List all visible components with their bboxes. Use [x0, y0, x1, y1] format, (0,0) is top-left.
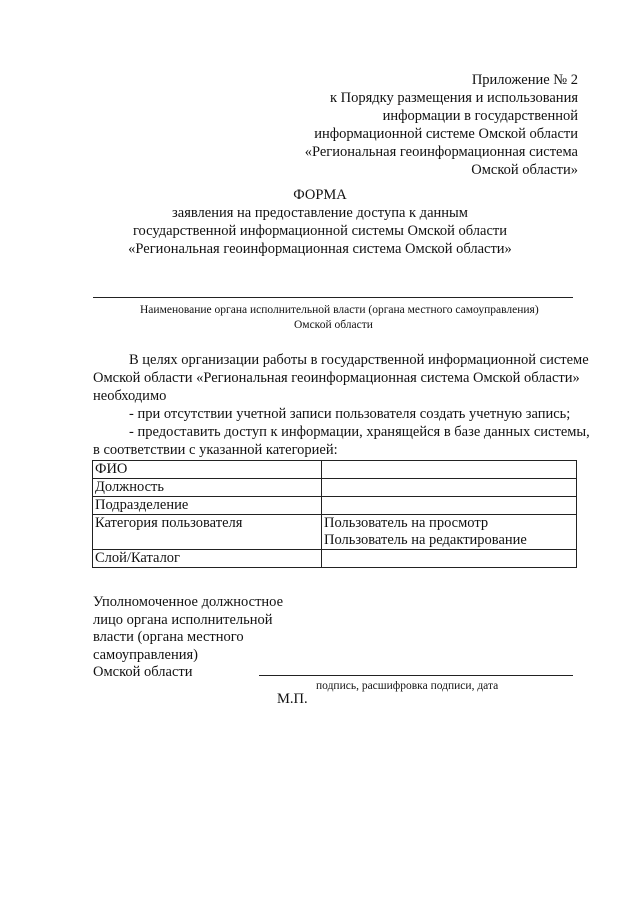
signer-line: лицо органа исполнительной	[93, 611, 273, 628]
department-label: Подразделение	[93, 497, 322, 515]
user-form-table	[92, 460, 577, 568]
table-row	[93, 515, 577, 550]
table-row	[93, 550, 577, 568]
form-subtitle-line: заявления на предоставление доступа к данным	[172, 205, 468, 221]
layer-catalog-value-field[interactable]	[322, 550, 577, 568]
signer-line: самоуправления)	[93, 646, 198, 663]
body-paragraph-line: В целях организации работы в государственной информационной системе	[129, 352, 589, 368]
table-row	[93, 479, 577, 497]
layer-catalog-label: Слой/Каталог	[93, 550, 322, 568]
appendix-line: к Порядку размещения и использования	[329, 90, 578, 106]
body-item-grant-access-cont: в соответствии с указанной категорией:	[93, 442, 338, 458]
body-item-grant-access: - предоставить доступ к информации, хранящейся в базе данных системы,	[129, 424, 590, 440]
signer-block	[93, 594, 283, 682]
request-body	[93, 351, 590, 459]
user-category-label: Категория пользователя	[93, 515, 322, 550]
appendix-line: Омской области»	[471, 162, 578, 178]
form-subtitle-line: «Региональная геоинформационная система Омской области»	[128, 241, 512, 257]
appendix-line: «Региональная геоинформационная система	[304, 144, 578, 160]
authority-caption-1: Наименование органа исполнительной власти (органа местного самоуправления)	[140, 304, 539, 316]
appendix-line: информационной системе Омской области	[314, 126, 578, 142]
authority-caption-2: Омской области	[294, 319, 373, 331]
signer-line: Уполномоченное должностное	[93, 594, 284, 610]
department-value-field[interactable]	[322, 497, 577, 515]
category-option-view[interactable]: Пользователь на просмотр	[324, 515, 489, 531]
form-title	[0, 186, 640, 258]
body-paragraph-line: Омской области «Региональная геоинформационная система Омской области»	[93, 370, 580, 386]
signer-line: Омской области	[93, 664, 193, 680]
category-option-edit[interactable]: Пользователь на редактирование	[324, 532, 527, 548]
position-label: Должность	[93, 479, 322, 497]
position-value-field[interactable]	[322, 479, 577, 497]
body-item-create-account: - при отсутствии учетной записи пользователя создать учетную запись;	[129, 406, 571, 422]
fio-value-field[interactable]	[322, 461, 577, 479]
appendix-line: Приложение № 2	[471, 72, 578, 88]
appendix-header	[305, 71, 578, 179]
form-heading: ФОРМА	[293, 187, 347, 203]
signer-line: власти (органа местного	[93, 629, 244, 645]
table-row	[93, 461, 577, 479]
signature-line[interactable]	[259, 675, 573, 676]
stamp-place: М.П.	[277, 691, 308, 707]
authority-name-line[interactable]	[93, 297, 573, 298]
table-row	[93, 497, 577, 515]
body-paragraph-line: необходимо	[93, 388, 167, 404]
fio-label: ФИО	[93, 461, 322, 479]
form-subtitle-line: государственной информационной системы Омской области	[132, 223, 508, 239]
appendix-line: информации в государственной	[382, 108, 578, 124]
signature-caption: подпись, расшифровка подписи, дата	[316, 680, 499, 692]
user-category-options	[322, 515, 577, 550]
